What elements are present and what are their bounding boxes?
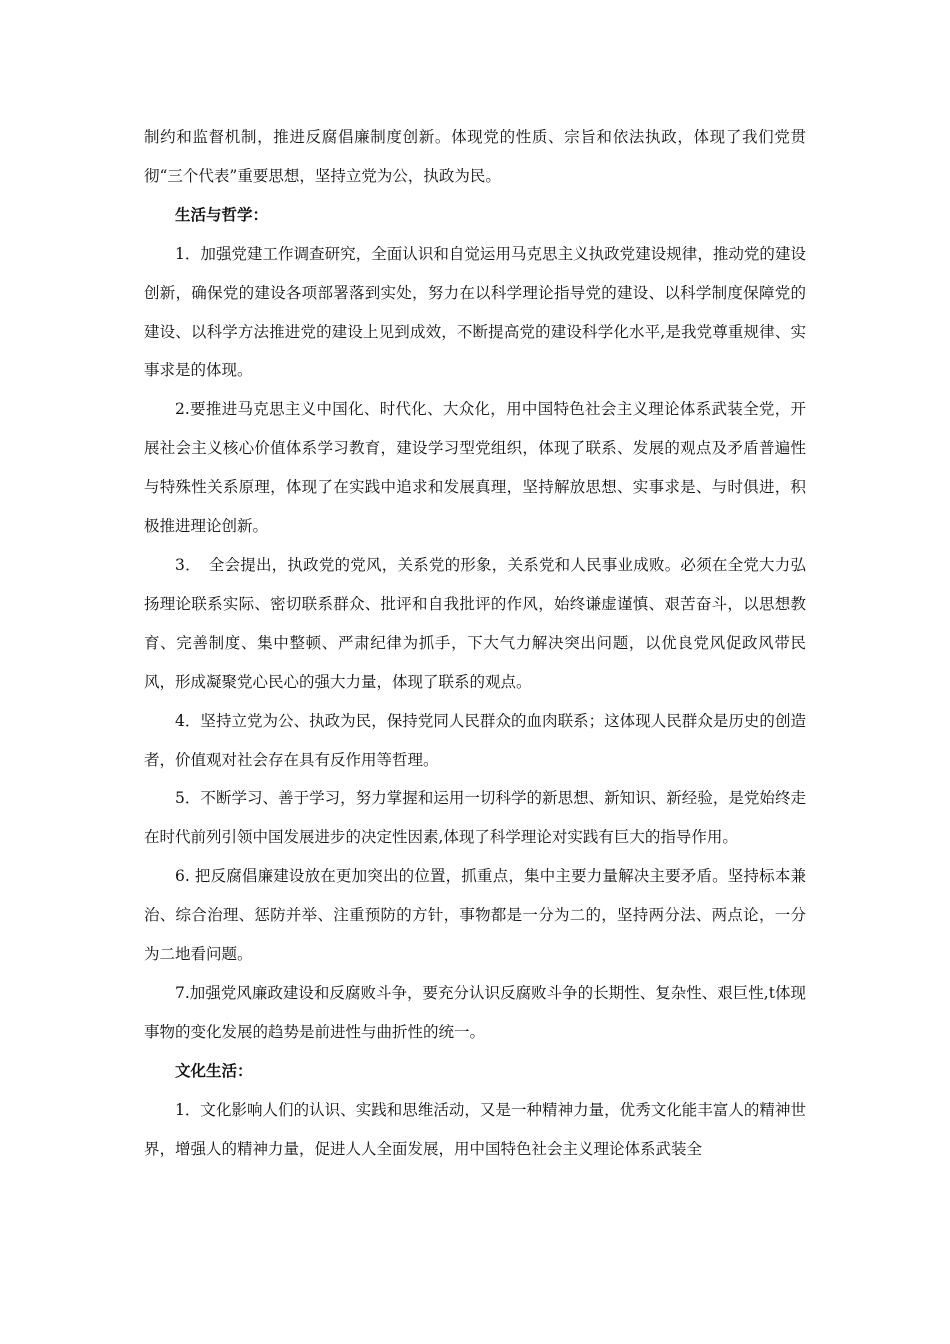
section-heading-philosophy: 生活与哲学：	[175, 205, 269, 224]
paragraph-item-3: 3． 全会提出，执政党的党风，关系党的形象，关系党和人民事业成败。必须在全党大力弘扬理论联系实际、密切联系群众、批评和自我批评的作风，始终谦虚谨慎、艰苦奋斗，以思想教育、完善制度、集中整顿、严肃纪律为抓手，下大气力解决突出问题，以优良党风促政风带民风，形成凝聚党心民心的强大力量，体现了联系的观点。	[144, 555, 806, 691]
paragraph-item-7: 7.加强党风廉政建设和反腐败斗争，要充分认识反腐败斗争的长期性、复杂性、艰巨性,t体现事物的变化发展的趋势是前进性与曲折性的统一。	[144, 983, 806, 1041]
paragraph-item-5: 5．不断学习、善于学习，努力掌握和运用一切科学的新思想、新知识、新经验，是党始终走在时代前列引领中国发展进步的决定性因素,体现了科学理论对实践有巨大的指导作用。	[144, 789, 806, 847]
paragraph-continuation: 制约和监督机制，推进反腐倡廉制度创新。体现党的性质、宗旨和依法执政，体现了我们党贯彻“三个代表”重要思想，坚持立党为公，执政为民。	[144, 128, 806, 185]
document-body	[144, 118, 806, 1168]
section-heading-culture: 文化生活：	[175, 1061, 253, 1080]
paragraph-item-6: 6. 把反腐倡廉建设放在更加突出的位置，抓重点，集中主要力量解决主要矛盾。坚持标本兼治、综合治理、惩防并举、注重预防的方针，事物都是一分为二的，坚持两分法、两点论，一分为二地看问题。	[144, 867, 806, 964]
paragraph-item-2: 2.要推进马克思主义中国化、时代化、大众化，用中国特色社会主义理论体系武装全党，开展社会主义核心价值体系学习教育，建设学习型党组织，体现了联系、发展的观点及矛盾普遍性与特殊性关系原理，体现了在实践中追求和发展真理，坚持解放思想、实事求是、与时俱进，积极推进理论创新。	[144, 400, 806, 536]
paragraph-item-4: 4．坚持立党为公、执政为民，保持党同人民群众的血肉联系；这体现人民群众是历史的创造者，价值观对社会存在具有反作用等哲理。	[144, 711, 806, 769]
paragraph-item-1: 1．加强党建工作调查研究，全面认识和自觉运用马克思主义执政党建设规律，推动党的建设创新，确保党的建设各项部署落到实处，努力在以科学理论指导党的建设、以科学制度保障党的建设、以科学方法推进党的建设上见到成效，不断提高党的建设科学化水平,是我党尊重规律、实事求是的体现。	[144, 244, 806, 380]
paragraph-culture-item-1: 1．文化影响人们的认识、实践和思维活动，又是一种精神力量，优秀文化能丰富人的精神世界，增强人的精神力量，促进人人全面发展，用中国特色社会主义理论体系武装全	[144, 1100, 806, 1158]
